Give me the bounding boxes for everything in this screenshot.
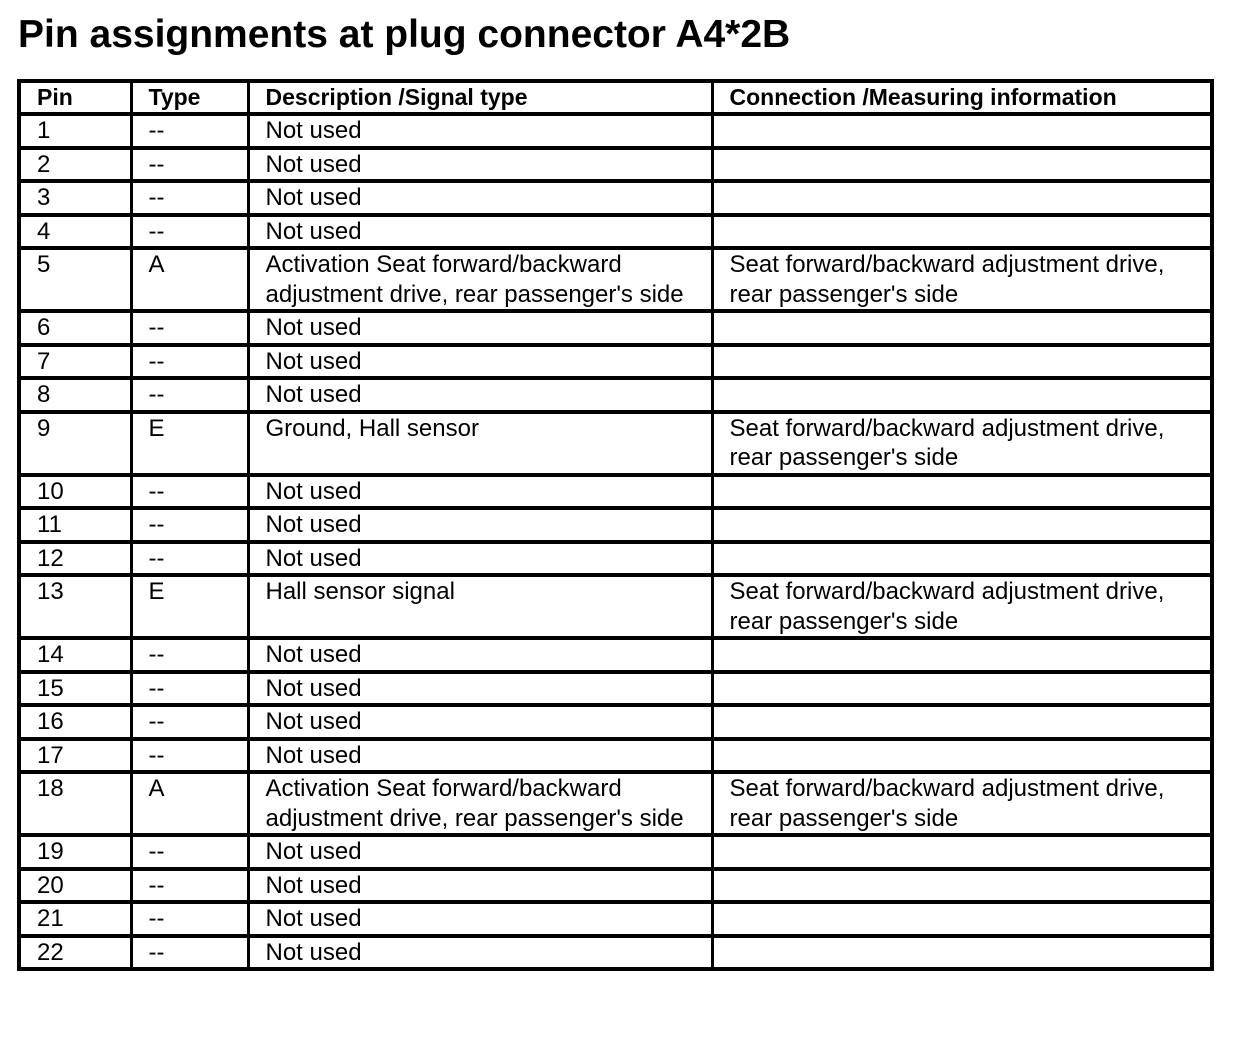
cell-conn	[712, 835, 1212, 869]
cell-pin: 13	[19, 575, 131, 638]
cell-conn	[712, 345, 1212, 379]
table-row	[19, 114, 1212, 148]
cell-conn	[712, 215, 1212, 249]
cell-pin: 20	[19, 869, 131, 903]
cell-conn: Seat forward/backward adjustment drive, rear passenger's side	[712, 412, 1212, 475]
cell-pin: 8	[19, 378, 131, 412]
cell-pin: 18	[19, 772, 131, 835]
cell-description: Not used	[248, 345, 712, 379]
cell-description: Not used	[248, 148, 712, 182]
cell-description: Not used	[248, 311, 712, 345]
table-body	[19, 114, 1212, 969]
cell-pin: 9	[19, 412, 131, 475]
table-row	[19, 311, 1212, 345]
cell-pin: 11	[19, 508, 131, 542]
cell-conn	[712, 902, 1212, 936]
cell-type: --	[131, 508, 248, 542]
cell-pin: 17	[19, 739, 131, 773]
cell-type: --	[131, 542, 248, 576]
cell-type: --	[131, 181, 248, 215]
cell-pin: 6	[19, 311, 131, 345]
table-row	[19, 869, 1212, 903]
table-row	[19, 936, 1212, 970]
cell-type: --	[131, 869, 248, 903]
table-row	[19, 475, 1212, 509]
table-row	[19, 378, 1212, 412]
cell-description: Not used	[248, 869, 712, 903]
cell-conn	[712, 638, 1212, 672]
column-header-connection: Connection /Measuring information	[712, 81, 1212, 114]
cell-pin: 15	[19, 672, 131, 706]
cell-type: --	[131, 902, 248, 936]
cell-pin: 16	[19, 705, 131, 739]
table-row	[19, 345, 1212, 379]
cell-description: Not used	[248, 181, 712, 215]
cell-description: Not used	[248, 215, 712, 249]
cell-type: --	[131, 638, 248, 672]
cell-conn: Seat forward/backward adjustment drive, rear passenger's side	[712, 575, 1212, 638]
table-row	[19, 412, 1212, 475]
cell-description: Not used	[248, 542, 712, 576]
cell-description: Not used	[248, 638, 712, 672]
cell-pin: 7	[19, 345, 131, 379]
cell-description: Ground, Hall sensor	[248, 412, 712, 475]
cell-conn	[712, 739, 1212, 773]
cell-type: --	[131, 345, 248, 379]
table-row	[19, 638, 1212, 672]
column-header-description: Description /Signal type	[248, 81, 712, 114]
cell-pin: 3	[19, 181, 131, 215]
cell-description: Not used	[248, 672, 712, 706]
cell-description: Not used	[248, 114, 712, 148]
cell-type: --	[131, 475, 248, 509]
page-title: Pin assignments at plug connector A4*2B	[18, 13, 791, 56]
table-row	[19, 215, 1212, 249]
cell-type: E	[131, 412, 248, 475]
column-header-type: Type	[131, 81, 248, 114]
cell-pin: 19	[19, 835, 131, 869]
cell-type: --	[131, 215, 248, 249]
cell-type: A	[131, 772, 248, 835]
cell-conn: Seat forward/backward adjustment drive, rear passenger's side	[712, 772, 1212, 835]
cell-pin: 2	[19, 148, 131, 182]
cell-type: --	[131, 378, 248, 412]
table-row	[19, 508, 1212, 542]
cell-pin: 12	[19, 542, 131, 576]
cell-type: --	[131, 835, 248, 869]
header-row	[19, 81, 1212, 114]
cell-type: E	[131, 575, 248, 638]
cell-description: Activation Seat forward/backward adjustment drive, rear passenger's side	[248, 248, 712, 311]
table-row	[19, 542, 1212, 576]
cell-description: Activation Seat forward/backward adjustment drive, rear passenger's side	[248, 772, 712, 835]
cell-conn	[712, 475, 1212, 509]
table-row	[19, 835, 1212, 869]
table-row	[19, 672, 1212, 706]
table-row	[19, 248, 1212, 311]
column-header-pin: Pin	[19, 81, 131, 114]
table-row	[19, 772, 1212, 835]
cell-conn	[712, 869, 1212, 903]
table-row	[19, 575, 1212, 638]
cell-conn	[712, 378, 1212, 412]
cell-pin: 10	[19, 475, 131, 509]
cell-conn	[712, 672, 1212, 706]
cell-pin: 4	[19, 215, 131, 249]
cell-conn	[712, 181, 1212, 215]
cell-type: --	[131, 311, 248, 345]
cell-conn	[712, 311, 1212, 345]
cell-type: --	[131, 936, 248, 970]
cell-description: Not used	[248, 739, 712, 773]
cell-type: A	[131, 248, 248, 311]
cell-description: Hall sensor signal	[248, 575, 712, 638]
cell-type: --	[131, 114, 248, 148]
cell-conn	[712, 114, 1212, 148]
cell-conn	[712, 508, 1212, 542]
cell-description: Not used	[248, 508, 712, 542]
cell-conn: Seat forward/backward adjustment drive, rear passenger's side	[712, 248, 1212, 311]
cell-pin: 14	[19, 638, 131, 672]
cell-pin: 5	[19, 248, 131, 311]
table-row	[19, 705, 1212, 739]
cell-description: Not used	[248, 936, 712, 970]
table-header	[19, 81, 1212, 114]
cell-type: --	[131, 672, 248, 706]
cell-description: Not used	[248, 902, 712, 936]
cell-conn	[712, 936, 1212, 970]
cell-description: Not used	[248, 475, 712, 509]
cell-conn	[712, 148, 1212, 182]
table-row	[19, 739, 1212, 773]
cell-pin: 21	[19, 902, 131, 936]
cell-type: --	[131, 705, 248, 739]
cell-pin: 1	[19, 114, 131, 148]
cell-description: Not used	[248, 835, 712, 869]
table-row	[19, 148, 1212, 182]
cell-type: --	[131, 148, 248, 182]
table-row	[19, 181, 1212, 215]
cell-pin: 22	[19, 936, 131, 970]
cell-type: --	[131, 739, 248, 773]
table-row	[19, 902, 1212, 936]
pin-assignment-table	[17, 79, 1214, 971]
cell-description: Not used	[248, 705, 712, 739]
cell-conn	[712, 542, 1212, 576]
cell-description: Not used	[248, 378, 712, 412]
cell-conn	[712, 705, 1212, 739]
